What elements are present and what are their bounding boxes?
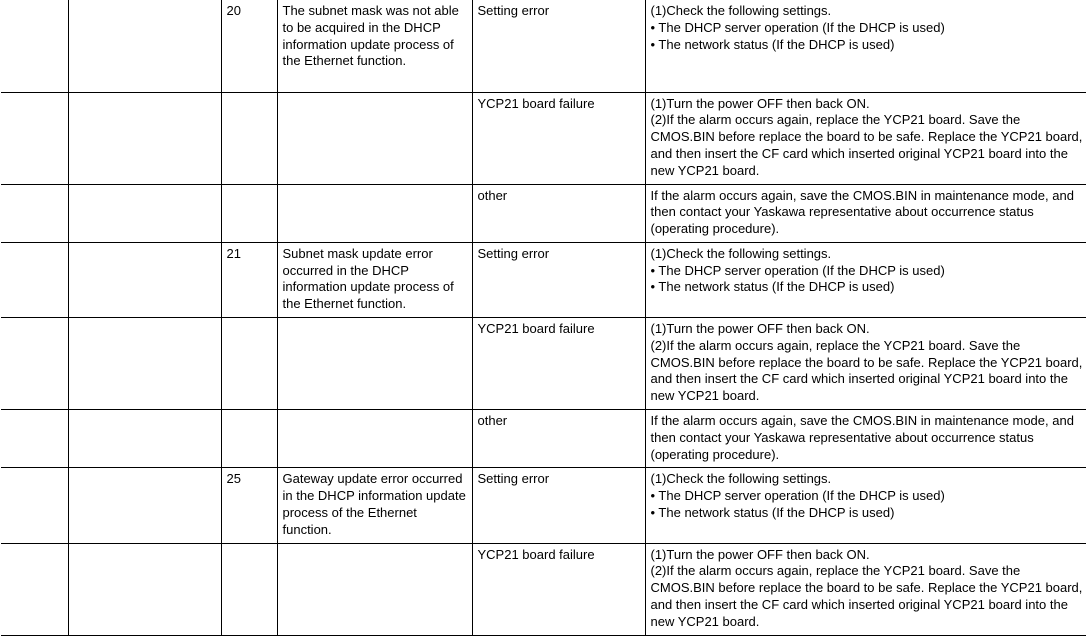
remedy-line: • The network status (If the DHCP is used) (650, 36, 895, 52)
sub-code-cell (221, 543, 277, 635)
cause-cell: YCP21 board failure (472, 92, 645, 184)
remedy-line: (1)Turn the power OFF then back ON. (650, 546, 870, 562)
remedy-line: • The network status (If the DHCP is used) (650, 279, 895, 295)
cause-cell: YCP21 board failure (472, 318, 645, 410)
remedy-line: (1)Check the following settings. (650, 245, 832, 261)
alarm-number-cell (1, 92, 68, 184)
cause-cell: other (472, 410, 645, 468)
remedy-line: (1)Turn the power OFF then back ON. (650, 95, 870, 111)
alarm-table (1, 0, 1086, 636)
alarm-name-cell (68, 468, 221, 543)
sub-code-cell (221, 92, 277, 184)
table-row (1, 92, 1086, 184)
sub-code-cell (221, 410, 277, 468)
cause-cell: Setting error (472, 0, 645, 92)
remedy-line: • The DHCP server operation (If the DHCP is used) (650, 488, 945, 504)
cause-cell: Setting error (472, 468, 645, 543)
remedy-line: (2)If the alarm occurs again, replace the YCP21 board. Save the CMOS.BIN before replace the board to be safe. Replace the YCP21 board, and then insert the CF card which inserted original YCP21 board into the new YCP21 board. (650, 337, 1083, 404)
remedy-cell (645, 0, 1086, 92)
sub-code-cell: 20 (221, 0, 277, 92)
remedy-line: (1)Turn the power OFF then back ON. (650, 321, 870, 337)
sub-code-cell: 25 (221, 468, 277, 543)
alarm-name-cell (68, 92, 221, 184)
alarm-number-cell (1, 410, 68, 468)
description-cell (277, 92, 472, 184)
cause-cell: YCP21 board failure (472, 543, 645, 635)
remedy-line: (2)If the alarm occurs again, replace the YCP21 board. Save the CMOS.BIN before replace the board to be safe. Replace the YCP21 board, and then insert the CF card which inserted original YCP21 board into the new YCP21 board. (650, 112, 1083, 178)
alarm-number-cell (1, 468, 68, 543)
description-cell: Subnet mask update error occurred in the DHCP information update process of the Ethernet function. (277, 242, 472, 317)
alarm-number-cell (1, 0, 68, 92)
table-row (1, 543, 1086, 635)
table-row (1, 242, 1086, 317)
remedy-line: (2)If the alarm occurs again, replace the YCP21 board. Save the CMOS.BIN before replace the board to be safe. Replace the YCP21 board, and then insert the CF card which inserted original YCP21 board into the new YCP21 board. (650, 563, 1083, 629)
remedy-cell (645, 92, 1086, 184)
sub-code-cell: 21 (221, 242, 277, 317)
alarm-name-cell (68, 318, 221, 410)
sub-code-cell (221, 184, 277, 242)
table-row (1, 318, 1086, 410)
description-cell (277, 543, 472, 635)
description-cell (277, 184, 472, 242)
table-row (1, 410, 1086, 468)
description-cell: The subnet mask was not able to be acquired in the DHCP information update process of the Ethernet function. (277, 0, 472, 92)
alarm-name-cell (68, 543, 221, 635)
remedy-line: (1)Check the following settings. (650, 3, 832, 18)
table-row (1, 468, 1086, 543)
remedy-cell (645, 543, 1086, 635)
alarm-name-cell (68, 410, 221, 468)
remedy-cell (645, 410, 1086, 468)
alarm-name-cell (68, 184, 221, 242)
cause-cell: Setting error (472, 242, 645, 317)
alarm-number-cell (1, 318, 68, 410)
sub-code-cell (221, 318, 277, 410)
description-cell (277, 318, 472, 410)
alarm-name-cell (68, 0, 221, 92)
table-row (1, 0, 1086, 92)
remedy-line: • The DHCP server operation (If the DHCP is used) (650, 19, 945, 35)
cause-cell: other (472, 184, 645, 242)
remedy-cell (645, 318, 1086, 410)
alarm-number-cell (1, 242, 68, 317)
remedy-cell (645, 184, 1086, 242)
description-cell: Gateway update error occurred in the DHCP information update process of the Ethernet function. (277, 468, 472, 543)
remedy-line: If the alarm occurs again, save the CMOS.BIN in maintenance mode, and then contact your Yaskawa representative about occurrence status (operating procedure). (650, 187, 1074, 237)
table-row (1, 184, 1086, 242)
remedy-line: If the alarm occurs again, save the CMOS.BIN in maintenance mode, and then contact your Yaskawa representative about occurrence status (operating procedure). (650, 413, 1074, 462)
remedy-line: (1)Check the following settings. (650, 471, 832, 487)
remedy-cell (645, 242, 1086, 317)
remedy-line: • The network status (If the DHCP is used) (650, 505, 895, 521)
description-cell (277, 410, 472, 468)
alarm-name-cell (68, 242, 221, 317)
alarm-number-cell (1, 184, 68, 242)
remedy-cell (645, 468, 1086, 543)
alarm-number-cell (1, 543, 68, 635)
remedy-line: • The DHCP server operation (If the DHCP is used) (650, 262, 945, 278)
